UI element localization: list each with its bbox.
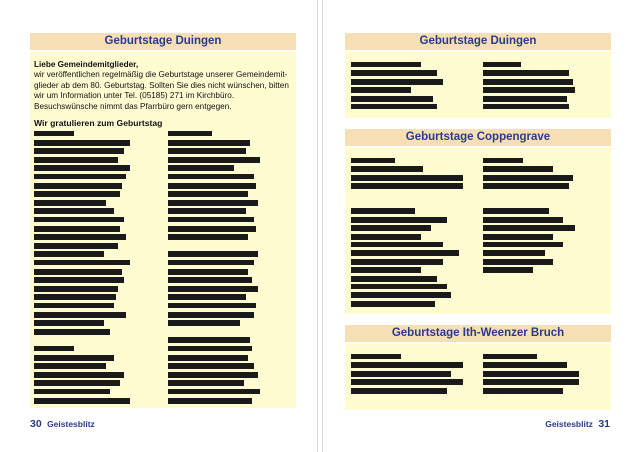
redacted-line — [34, 148, 124, 154]
redacted-line — [168, 157, 260, 163]
redacted-line — [168, 312, 254, 318]
page-number: 30 — [30, 418, 42, 430]
greeting: Liebe Gemeindemitglieder, — [34, 60, 139, 69]
redacted-line — [34, 312, 126, 318]
redacted-line — [483, 70, 569, 76]
redacted-line — [483, 242, 563, 247]
redacted-line — [34, 294, 116, 300]
redacted-line — [168, 380, 244, 386]
redacted-line — [34, 380, 120, 386]
footer-label: Geistesblitz — [545, 419, 593, 429]
page-footer — [545, 418, 610, 430]
intro-line: Besuchswünsche nimmt das Pfarrbüro gern entgegen. — [34, 101, 232, 111]
redacted-line — [351, 217, 447, 223]
redacted-line — [34, 183, 122, 189]
redacted-line — [483, 104, 569, 109]
redacted-line — [168, 174, 254, 179]
redacted-line — [351, 250, 459, 256]
redacted-line — [351, 79, 443, 85]
redacted-line — [34, 165, 130, 171]
redacted-line — [168, 148, 246, 154]
redacted-line — [483, 371, 579, 377]
redacted-line — [351, 104, 437, 109]
redacted-line — [483, 259, 553, 265]
redacted-line — [483, 267, 533, 273]
redacted-line — [483, 166, 553, 172]
redacted-line — [351, 62, 421, 67]
intro-line: glieder ab dem 80. Geburtstag. Sollten Sie dies nicht wünschen, bitten — [34, 80, 289, 90]
page-footer — [30, 418, 95, 430]
redacted-line — [34, 260, 130, 265]
intro-line: wir um Information unter Tel. (05185) 271 im Kirchbüro. — [34, 91, 235, 101]
redacted-line — [34, 140, 130, 146]
redacted-line — [351, 158, 395, 163]
section-banner: Geburtstage Ith-Weenzer Bruch — [345, 325, 611, 342]
redacted-line — [34, 131, 74, 136]
redacted-line — [168, 286, 258, 292]
redacted-line — [483, 362, 567, 368]
redacted-line — [168, 217, 254, 222]
redacted-line — [168, 183, 256, 189]
redacted-line — [168, 191, 248, 197]
redacted-line — [483, 234, 553, 240]
redacted-line — [168, 277, 252, 283]
redacted-line — [34, 226, 120, 232]
redacted-line — [483, 183, 569, 189]
redacted-line — [483, 354, 537, 359]
redacted-line — [34, 200, 106, 206]
section-banner: Geburtstage Duingen — [30, 33, 296, 50]
redacted-line — [483, 250, 545, 256]
intro-line: wir veröffentlichen regelmäßig die Geburtstage unserer Gemeindemit- — [34, 70, 288, 80]
redacted-line — [483, 79, 573, 85]
redacted-line — [34, 372, 124, 378]
redacted-line — [168, 140, 250, 146]
redacted-line — [351, 267, 421, 273]
redacted-line — [168, 165, 234, 171]
redacted-line — [168, 131, 212, 136]
redacted-line — [483, 208, 549, 214]
redacted-line — [168, 234, 248, 240]
redacted-line — [168, 303, 256, 308]
redacted-line — [34, 251, 104, 257]
redacted-line — [34, 329, 110, 335]
redacted-line — [351, 362, 463, 368]
redacted-line — [34, 208, 114, 214]
redacted-line — [351, 234, 421, 240]
redacted-line — [168, 389, 260, 394]
redacted-line — [483, 96, 567, 102]
redacted-line — [351, 301, 435, 307]
redacted-line — [351, 259, 443, 265]
redacted-line — [351, 183, 463, 189]
redacted-line — [34, 286, 118, 292]
redacted-line — [351, 175, 463, 181]
redacted-line — [34, 243, 118, 249]
redacted-line — [34, 191, 120, 197]
redacted-line — [34, 174, 126, 179]
redacted-line — [34, 157, 118, 163]
redacted-line — [34, 320, 104, 326]
redacted-line — [34, 269, 122, 275]
redacted-line — [34, 389, 110, 394]
redacted-line — [34, 303, 114, 308]
redacted-line — [483, 158, 523, 163]
redacted-line — [168, 320, 240, 326]
redacted-line — [483, 175, 573, 181]
redacted-line — [483, 388, 563, 394]
redacted-line — [168, 363, 254, 369]
redacted-line — [34, 234, 126, 240]
redacted-line — [483, 62, 521, 67]
redacted-line — [168, 294, 246, 300]
redacted-line — [168, 346, 252, 351]
redacted-line — [483, 225, 575, 231]
subheading: Wir gratulieren zum Geburtstag — [34, 118, 163, 128]
redacted-line — [168, 269, 248, 275]
redacted-line — [351, 225, 431, 231]
redacted-line — [168, 200, 258, 206]
section-banner: Geburtstage Coppengrave — [345, 129, 611, 146]
page-number: 31 — [598, 418, 610, 430]
redacted-line — [351, 166, 423, 172]
redacted-line — [351, 284, 447, 289]
left-page — [0, 0, 318, 452]
redacted-line — [483, 217, 563, 223]
redacted-line — [351, 87, 411, 93]
section-banner: Geburtstage Duingen — [345, 33, 611, 50]
redacted-line — [168, 372, 258, 378]
redacted-line — [34, 346, 74, 351]
redacted-line — [168, 251, 258, 257]
redacted-line — [483, 87, 575, 93]
redacted-line — [351, 276, 437, 282]
redacted-line — [483, 379, 579, 385]
redacted-line — [351, 292, 451, 298]
redacted-line — [34, 217, 124, 222]
intro-text — [34, 60, 296, 112]
redacted-line — [34, 398, 130, 404]
redacted-line — [351, 208, 415, 214]
redacted-line — [34, 355, 114, 361]
redacted-line — [351, 70, 437, 76]
redacted-line — [351, 354, 401, 359]
right-page — [322, 0, 640, 452]
redacted-line — [34, 363, 106, 369]
redacted-line — [168, 208, 246, 214]
redacted-line — [34, 277, 124, 283]
redacted-line — [351, 388, 447, 394]
redacted-line — [168, 226, 256, 232]
redacted-line — [351, 379, 463, 385]
redacted-line — [351, 371, 451, 377]
redacted-line — [351, 96, 433, 102]
redacted-line — [168, 355, 248, 361]
redacted-line — [168, 260, 254, 265]
footer-label: Geistesblitz — [47, 419, 95, 429]
redacted-line — [168, 398, 252, 404]
redacted-line — [168, 337, 250, 343]
redacted-line — [351, 242, 443, 247]
